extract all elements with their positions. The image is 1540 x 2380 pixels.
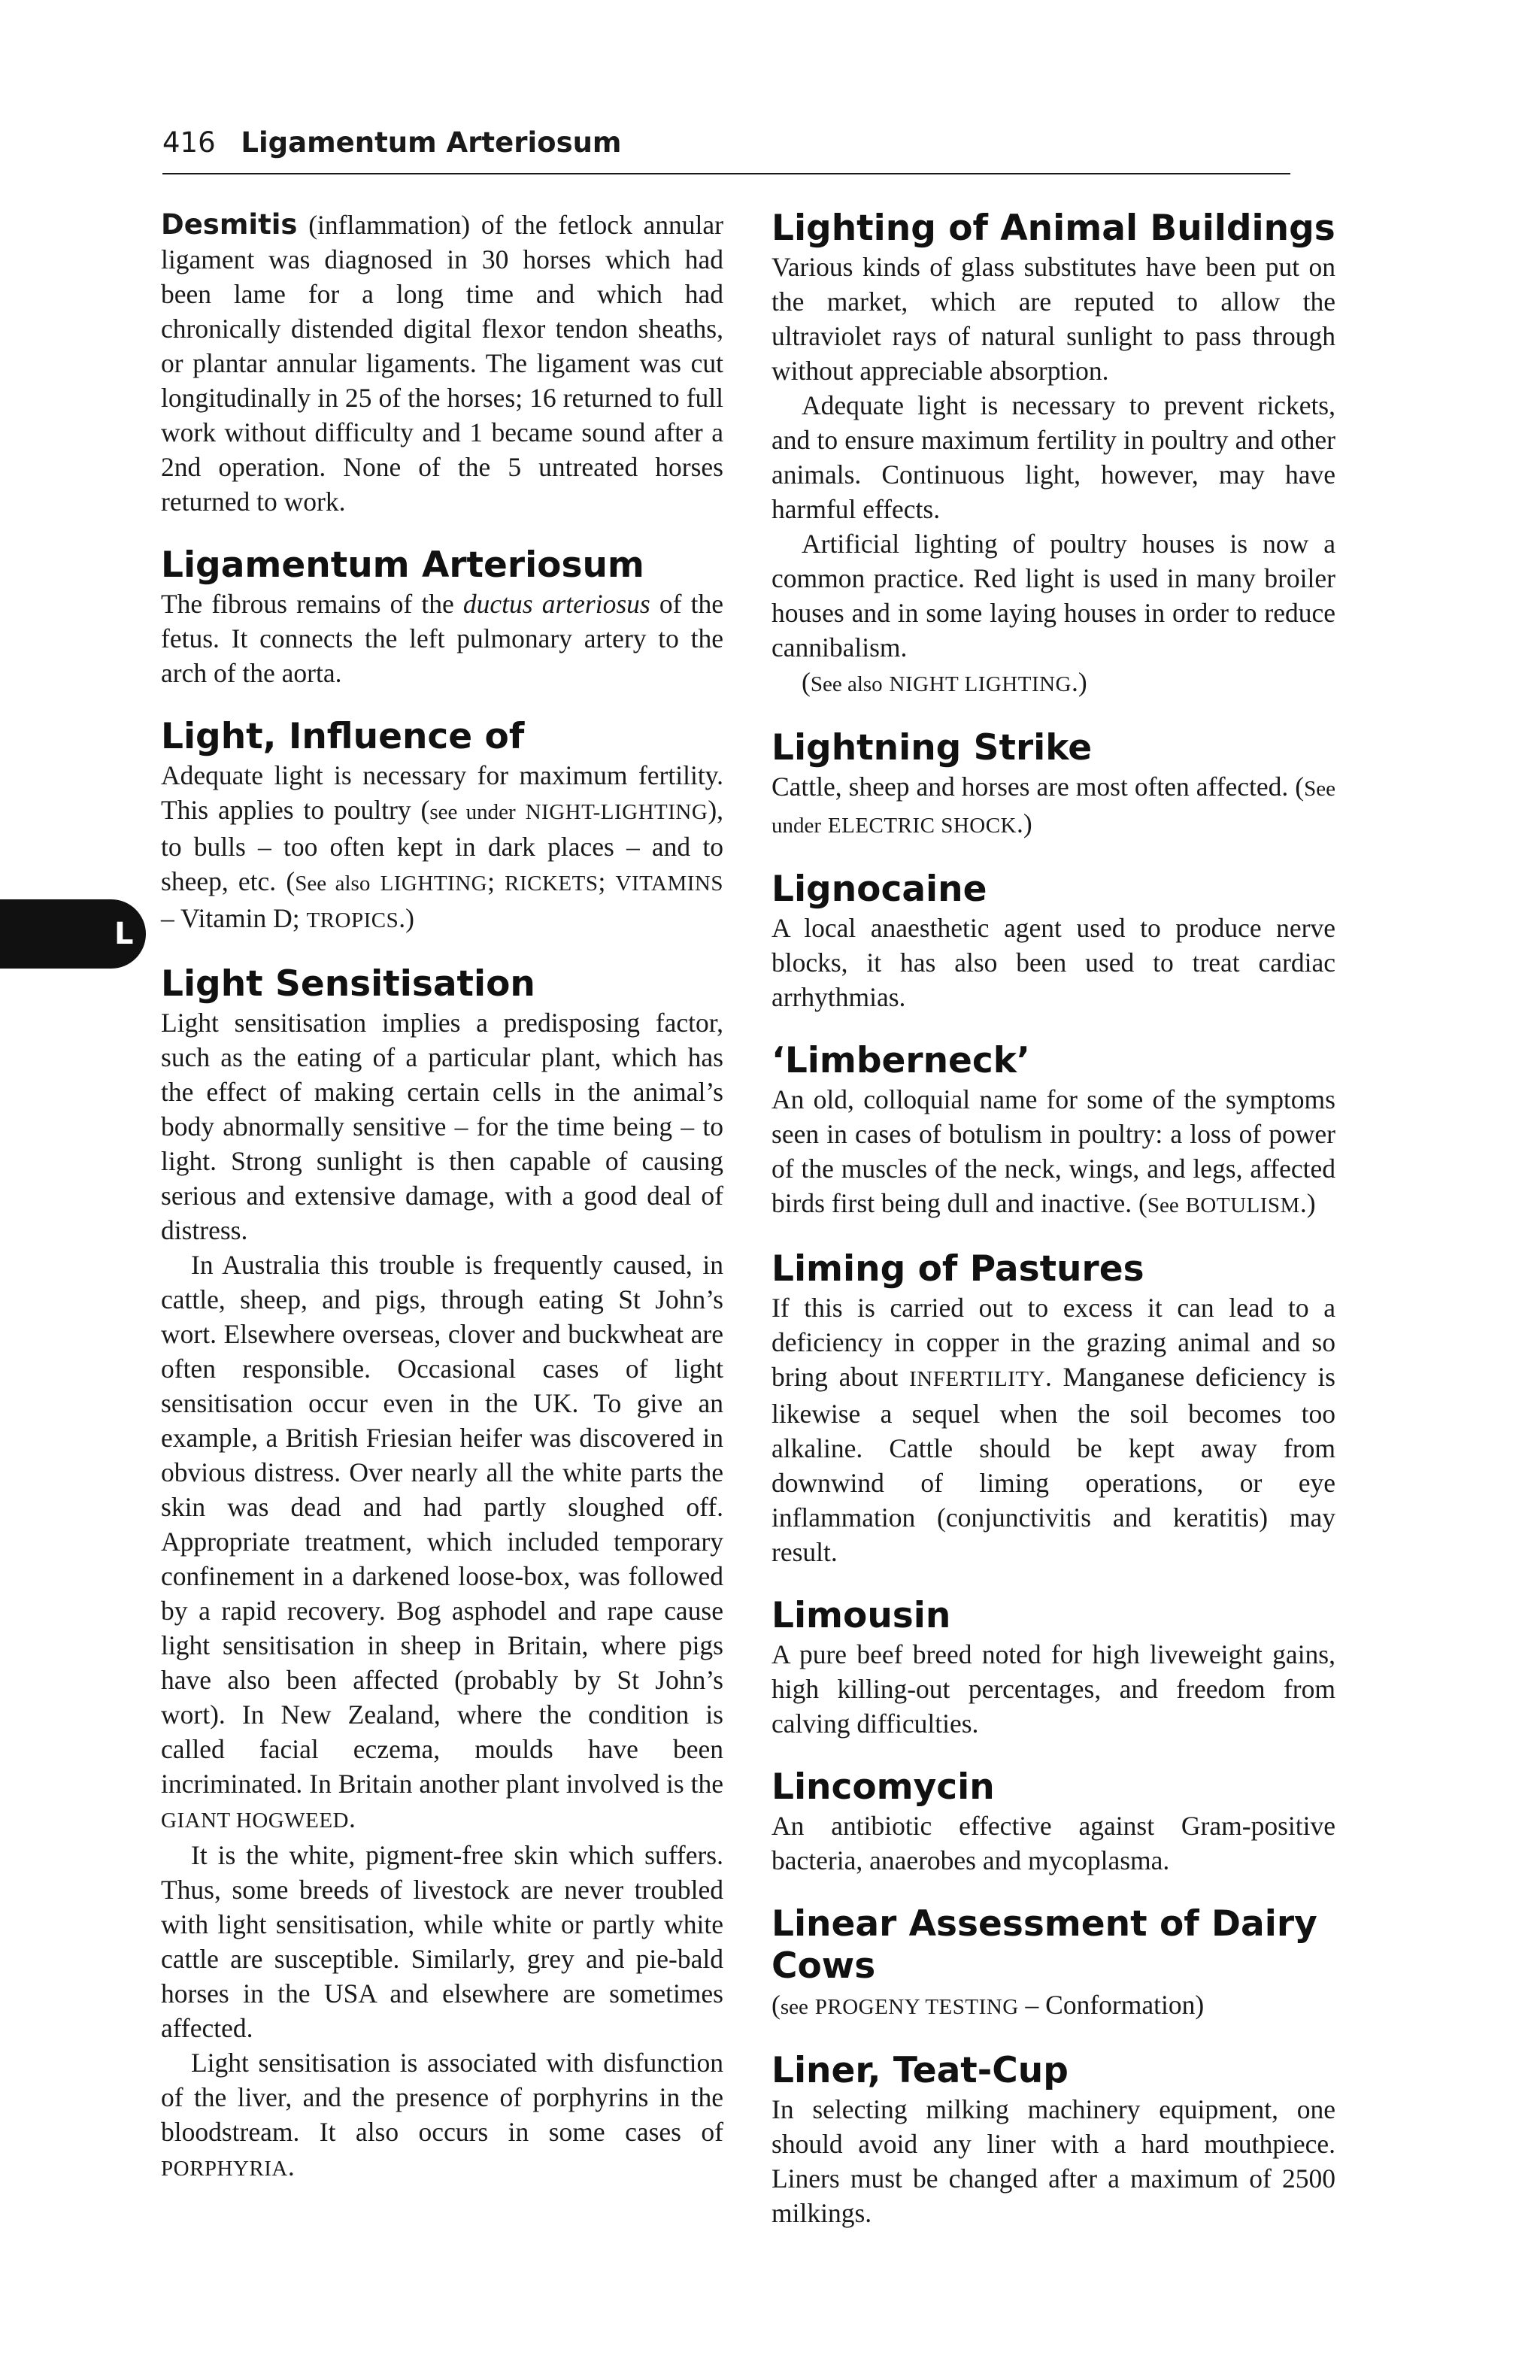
entry-heading: Light, Influence of — [161, 716, 525, 757]
entry-paragraph: Light sensitisation is associated with disfunction of the liver, and the presence of porphyrins in the bloodstream. It also occurs in some cases of PORPHYRIA. — [161, 2048, 723, 2181]
entry-ligamentum-arteriosum — [161, 544, 723, 690]
entry-paragraph: Various kinds of glass substitutes have been put on the market, which are reputed to allow the ultraviolet rays of natural sunlight to pass through without appreciable absorption. — [772, 252, 1335, 386]
cross-reference: PORPHYRIA — [161, 2157, 288, 2181]
entry-text: In selecting milking machinery equipment, one should avoid any liner with a hard mouthpiece. Liners must be changed after a maximum of 2500 milkings. — [772, 2094, 1335, 2228]
entry-heading: Lignocaine — [772, 869, 987, 910]
entry-text: A pure beef breed noted for high liveweight gains, high killing-out percentages, and freedom from calving difficulties. — [772, 1639, 1335, 1739]
entry-lighting-buildings — [772, 208, 1335, 702]
cross-reference: NIGHT LIGHTING — [889, 672, 1072, 696]
entry-heading: Linear Assessment of Dairy Cows — [772, 1903, 1317, 1987]
entry-heading: Lincomycin — [772, 1766, 995, 1808]
entry-light-influence — [161, 716, 723, 938]
entry-limousin — [772, 1595, 1335, 1741]
entry-paragraph: Adequate light is necessary to prevent rickets, and to ensure maximum fertility in poultry and other animals. Continuous light, however, may have harmful effects. — [772, 390, 1335, 524]
cross-reference: LIGHTING — [380, 872, 488, 896]
page-number: 416 — [162, 126, 216, 159]
entry-lignocaine — [772, 869, 1335, 1014]
thumb-index-letter: L — [114, 917, 134, 951]
cross-reference: ELECTRIC SHOCK — [827, 814, 1017, 838]
right-column — [772, 208, 1335, 2256]
cross-reference: TROPICS — [306, 908, 399, 932]
entry-text: A local anaesthetic agent used to produce nerve blocks, it has also been used to treat cardiac arrhythmias. — [772, 913, 1335, 1012]
entry-lightning-strike — [772, 727, 1335, 843]
entry-text: The fibrous remains of the ductus arteriosus of the fetus. It connects the left pulmonary artery to the arch of the aorta. — [161, 589, 723, 688]
entry-paragraph: It is the white, pigment-free skin which suffers. Thus, some breeds of livestock are never troubled with light sensitisation, while white or partly white cattle are susceptible. Similarly, grey and pie-bald horses in the USA and elsewhere are sometimes affected. — [161, 1840, 723, 2043]
cross-reference: VITAMINS — [615, 872, 723, 896]
entry-heading: Lightning Strike — [772, 727, 1093, 769]
entry-linear-assessment — [772, 1903, 1335, 2024]
entry-heading: Light Sensitisation — [161, 963, 535, 1005]
left-column — [161, 208, 723, 2212]
entry-paragraph: Light sensitisation implies a predisposing factor, such as the eating of a particular plant, which has the effect of making certain cells in the animal’s body abnormally sensitive – for the time being – to light. Strong sunlight is then capable of causing serious and extensive damage, with a good deal of distress. — [161, 1008, 723, 1245]
cross-reference: PROGENY TESTING — [814, 1995, 1019, 2019]
entry-paragraph: (See also NIGHT LIGHTING.) — [802, 667, 1087, 697]
entry-light-sensitisation — [161, 963, 723, 2186]
entry-term: Desmitis — [161, 208, 298, 241]
header-rule — [162, 173, 1290, 174]
entry-limberneck — [772, 1040, 1335, 1223]
entry-heading: ‘Limberneck’ — [772, 1040, 1030, 1081]
running-header — [162, 126, 1290, 159]
entry-heading: Lighting of Animal Buildings — [772, 208, 1335, 249]
entry-text: If this is carried out to excess it can lead to a deficiency in copper in the grazing animal and so bring about INFERTILITY. Manganese deficiency is likewise a sequel when the soil becomes too alkaline. Cattle should be kept away from downwind of liming operations, or eye inflammation (conjunctivitis and keratitis) may result. — [772, 1293, 1335, 1567]
entry-lincomycin — [772, 1766, 1335, 1878]
entry-heading: Limousin — [772, 1595, 951, 1636]
cross-reference: NIGHT-LIGHTING — [525, 800, 708, 824]
entry-heading: Liming of Pastures — [772, 1248, 1144, 1290]
cross-reference: GIANT HOGWEED — [161, 1808, 349, 1833]
entry-desmitis — [161, 208, 723, 519]
entry-text: An old, colloquial name for some of the symptoms seen in cases of botulism in poultry: a loss of power of the muscles of the neck, wings, and legs, affected birds first being dull and inactive. (See BOTULISM.) — [772, 1084, 1335, 1218]
running-title: Ligamentum Arteriosum — [241, 126, 622, 159]
entry-text: (see PROGENY TESTING – Conformation) — [772, 1990, 1205, 2020]
entry-text: Desmitis (inflammation) of the fetlock annular ligament was diagnosed in 30 horses which had been lame for a long time and which had chronically distended digital flexor tendon sheaths, or plantar annular ligaments. The ligament was cut longitudinally in 25 of the horses; 16 returned to full work without difficulty and 1 became sound after a 2nd operation. None of the 5 untreated horses returned to work. — [161, 208, 723, 517]
entry-paragraph: In Australia this trouble is frequently caused, in cattle, sheep, and pigs, through eating St John’s wort. Elsewhere overseas, clover and buckwheat are often responsible. Occasional cases of light sensitisation occur even in the UK. To give an example, a British Friesian heifer was discovered in obvious distress. Over nearly all the white parts the skin was dead and had partly sloughed off. Appropriate treatment, which included temporary confinement in a darkened loose-box, was followed by a rapid recovery. Bog asphodel and rape cause light sensitisation in sheep in Britain, where pigs have also been affected (probably by St John’s wort). In New Zealand, where the condition is called facial eczema, moulds have been incriminated. In Britain another plant involved is the GIANT HOGWEED. — [161, 1250, 723, 1833]
entry-heading: Liner, Teat-Cup — [772, 2050, 1069, 2091]
cross-reference: INFERTILITY — [909, 1367, 1046, 1391]
cross-reference: RICKETS — [505, 872, 599, 896]
entry-paragraph: Artificial lighting of poultry houses is now a common practice. Red light is used in many broiler houses and in some laying houses in order to reduce cannibalism. — [772, 529, 1335, 662]
cross-reference: BOTULISM — [1185, 1193, 1300, 1217]
entry-liner-teat-cup — [772, 2050, 1335, 2230]
entry-text: An antibiotic effective against Gram-positive bacteria, anaerobes and mycoplasma. — [772, 1811, 1335, 1875]
entry-heading: Ligamentum Arteriosum — [161, 544, 644, 586]
entry-text: Cattle, sheep and horses are most often affected. (See under ELECTRIC SHOCK.) — [772, 772, 1335, 838]
thumb-index-tab — [0, 899, 146, 969]
entry-text: Adequate light is necessary for maximum fertility. This applies to poultry (see under NIGHT-LIGHTING), to bulls – too often kept in dark places – and to sheep, etc. (See also LIGHTING; RICKETS; VITAMINS – Vitamin D; TROPICS.) — [161, 760, 724, 933]
entry-liming-pastures — [772, 1248, 1335, 1569]
